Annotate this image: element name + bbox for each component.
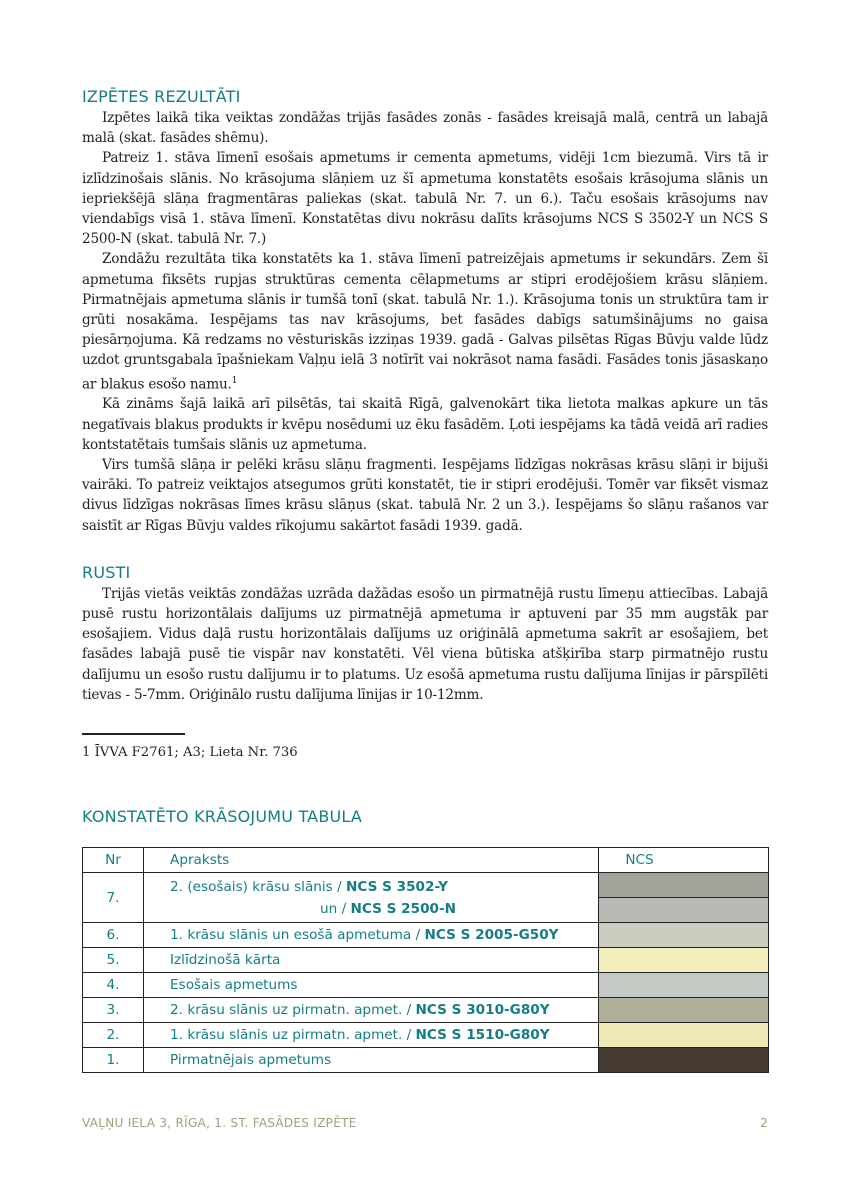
paragraph: Virs tumšā slāņa ir pelēki krāsu slāņu fragmenti. Iespējams līdzīgas nokrāsas krāsu slāņi ir bijuši vairāki. To patreiz veiktajos atsegumos grūti konstatēt, tie ir stipri erodējuši. Tomēr var fiksēt vismaz divus līdzīgas nokrāsas līmes krāsu slāņus (skat. tabulā Nr. 2 un 3.). Iespējams šo slāņu rašanos var saistīt ar Rīgas Būvju valdes rīkojumu sakārtot fasādi 1939. gadā. <box>82 456 768 534</box>
row-number: 4. <box>83 973 144 998</box>
paragraph: Trijās vietās veiktās zondāžas uzrāda dažādas esošo un pirmatnējā rustu līmeņu attiecības. Labajā pusē rustu horizontālais dalījums uz pirmatnējā apmetuma ir aptuveni par 35 mm augstāk par esošajiem. Vidus daļā rustu horizontālais dalījums uz oriģinālā apmetuma sakrīt ar esošajiem, bet fasādes labajā pusē tie vispār nav konstatēti. Vēl viena būtiska atšķirība starp pirmatnējo rustu dalījumu un esošo rustu dalījumu ir to platums. Uz esošā apmetuma rustu dalījuma līnijas ir pārspīlēti tievas - 5-7mm. Oriģinālo rustu dalījuma līnijas ir 10-12mm. <box>82 585 768 703</box>
row-description <box>144 973 599 998</box>
footer-document-title: VAĻŅU IELA 3, RĪGA, 1. ST. FASĀDES IZPĒTE <box>82 1116 357 1130</box>
color-swatch <box>599 923 769 948</box>
row-description <box>144 948 599 973</box>
table-title: KONSTATĒTO KRĀSOJUMU TABULA <box>82 807 363 827</box>
table-row <box>83 923 769 948</box>
color-swatch <box>599 973 769 998</box>
description-text: Esošais apmetums <box>170 977 298 994</box>
row-description <box>144 873 599 923</box>
ncs-swatch-cell <box>599 873 769 923</box>
description-text: 1. krāsu slānis uz pirmatn. apmet. / <box>170 1027 416 1044</box>
table-row <box>83 973 769 998</box>
description-text: Izlīdzinošā kārta <box>170 952 281 969</box>
header-nr: Nr <box>83 848 144 873</box>
table-body <box>83 923 769 1073</box>
color-swatch <box>599 898 768 922</box>
table-row <box>83 948 769 973</box>
paragraph: Patreiz 1. stāva līmenī esošais apmetums ir cementa apmetums, vidēji 1cm biezumā. Virs tā ir izlīdzinošais slānis. No krāsojuma slāņiem uz šī apmetuma konstatēts esošais krāsojuma slānis un iepriekšējā slāņa fragmentāras paliekas (skat. tabulā Nr. 7. un 6.). Taču esošais krāsojums nav viendabīgs visā 1. stāva līmenī. Konstatētas divu nokrāsu dalīts krāsojums NCS S 3502-Y un NCS S 2500-N (skat. tabulā Nr. 7.) <box>82 150 768 248</box>
description-text: 2. krāsu slānis uz pirmatn. apmet. / <box>170 1002 416 1019</box>
row-description <box>144 1048 599 1073</box>
ncs-code: NCS S 3010-G80Y <box>415 1002 550 1019</box>
color-swatch <box>599 998 769 1023</box>
header-description: Apraksts <box>144 848 599 873</box>
header-ncs: NCS <box>599 848 769 873</box>
color-swatch <box>599 873 768 898</box>
ncs-code: NCS S 3502-Y <box>345 878 448 895</box>
row-number: 7. <box>83 873 144 923</box>
table-row <box>83 1048 769 1073</box>
row-number: 5. <box>83 948 144 973</box>
section-title-research-results: IZPĒTES REZULTĀTI <box>82 87 241 106</box>
row-number: 1. <box>83 1048 144 1073</box>
row-description <box>144 998 599 1023</box>
paint-layers-table <box>82 847 769 1073</box>
description-text: Pirmatnējais apmetums <box>170 1052 332 1069</box>
color-swatch <box>599 948 769 973</box>
row-number: 3. <box>83 998 144 1023</box>
table-header-row <box>83 848 769 873</box>
table-row <box>83 873 769 923</box>
ncs-code: NCS S 2500-N <box>350 900 457 917</box>
description-text: 2. (esošais) krāsu slānis / <box>170 878 346 895</box>
table-row <box>83 998 769 1023</box>
paragraph: Kā zināms šajā laikā arī pilsētās, tai skaitā Rīgā, galvenokārt tika lietota malkas apkure un tās negatīvais blakus produkts ir kvēpu nosēdumi uz ēku fasādēm. Ļoti iespējams ka tādā veidā arī radies kontstatētais tumšais slānis uz apmetuma. <box>82 396 768 453</box>
description-text: 1. krāsu slānis un esošā apmetuma / <box>170 927 425 944</box>
color-swatch <box>599 1023 769 1048</box>
paragraph <box>82 249 768 394</box>
footnote-divider <box>82 733 185 735</box>
footnote: 1 ĪVVA F2761; A3; Lieta Nr. 736 <box>82 745 298 761</box>
row-number: 2. <box>83 1023 144 1048</box>
page-number: 2 <box>760 1116 768 1130</box>
section-title-rusti: RUSTI <box>82 562 131 582</box>
paragraph: Izpētes laikā tika veiktas zondāžas trijās fasādes zonās - fasādes kreisajā malā, centrā un labajā malā (skat. fasādes shēmu). <box>82 110 768 147</box>
table-row <box>83 1023 769 1048</box>
page-footer <box>82 1116 768 1130</box>
color-swatch <box>599 1048 769 1073</box>
page-content <box>82 86 768 1073</box>
description-text: un / <box>320 900 351 917</box>
footnote-marker: 1 <box>231 375 238 386</box>
row-description <box>144 923 599 948</box>
row-description <box>144 1023 599 1048</box>
ncs-code: NCS S 1510-G80Y <box>415 1027 550 1044</box>
row-number: 6. <box>83 923 144 948</box>
ncs-code: NCS S 2005-G50Y <box>424 927 559 944</box>
paragraph-text: Zondāžu rezultāta tika konstatēts ka 1. stāva līmenī patreizējais apmetums ir sekundārs. Zem šī apmetuma fiksēts rupjas struktūras cementa cēlapmetums ar stipri erodējošiem krāsu slāņiem. Pirmatnējais apmetuma slānis ir tumšā tonī (skat. tabulā Nr. 1.). Krāsojuma tonis un struktūra tam ir grūti nosakāma. Iespējams tas nav krāsojums, bet fasādes dabīgs satumšinājums no gaisa piesārņojuma. Kā redzams no vēsturiskās izziņas 1939. gadā - Galvas pilsētas Rīgas Būvju valde lūdz uzdot gruntsgabala īpašniekam Vaļņu ielā 3 notīrīt vai nokrāsot nama fasādi. Fasādes tonis jāsaskaņo ar blakus esošo namu. <box>82 251 768 393</box>
